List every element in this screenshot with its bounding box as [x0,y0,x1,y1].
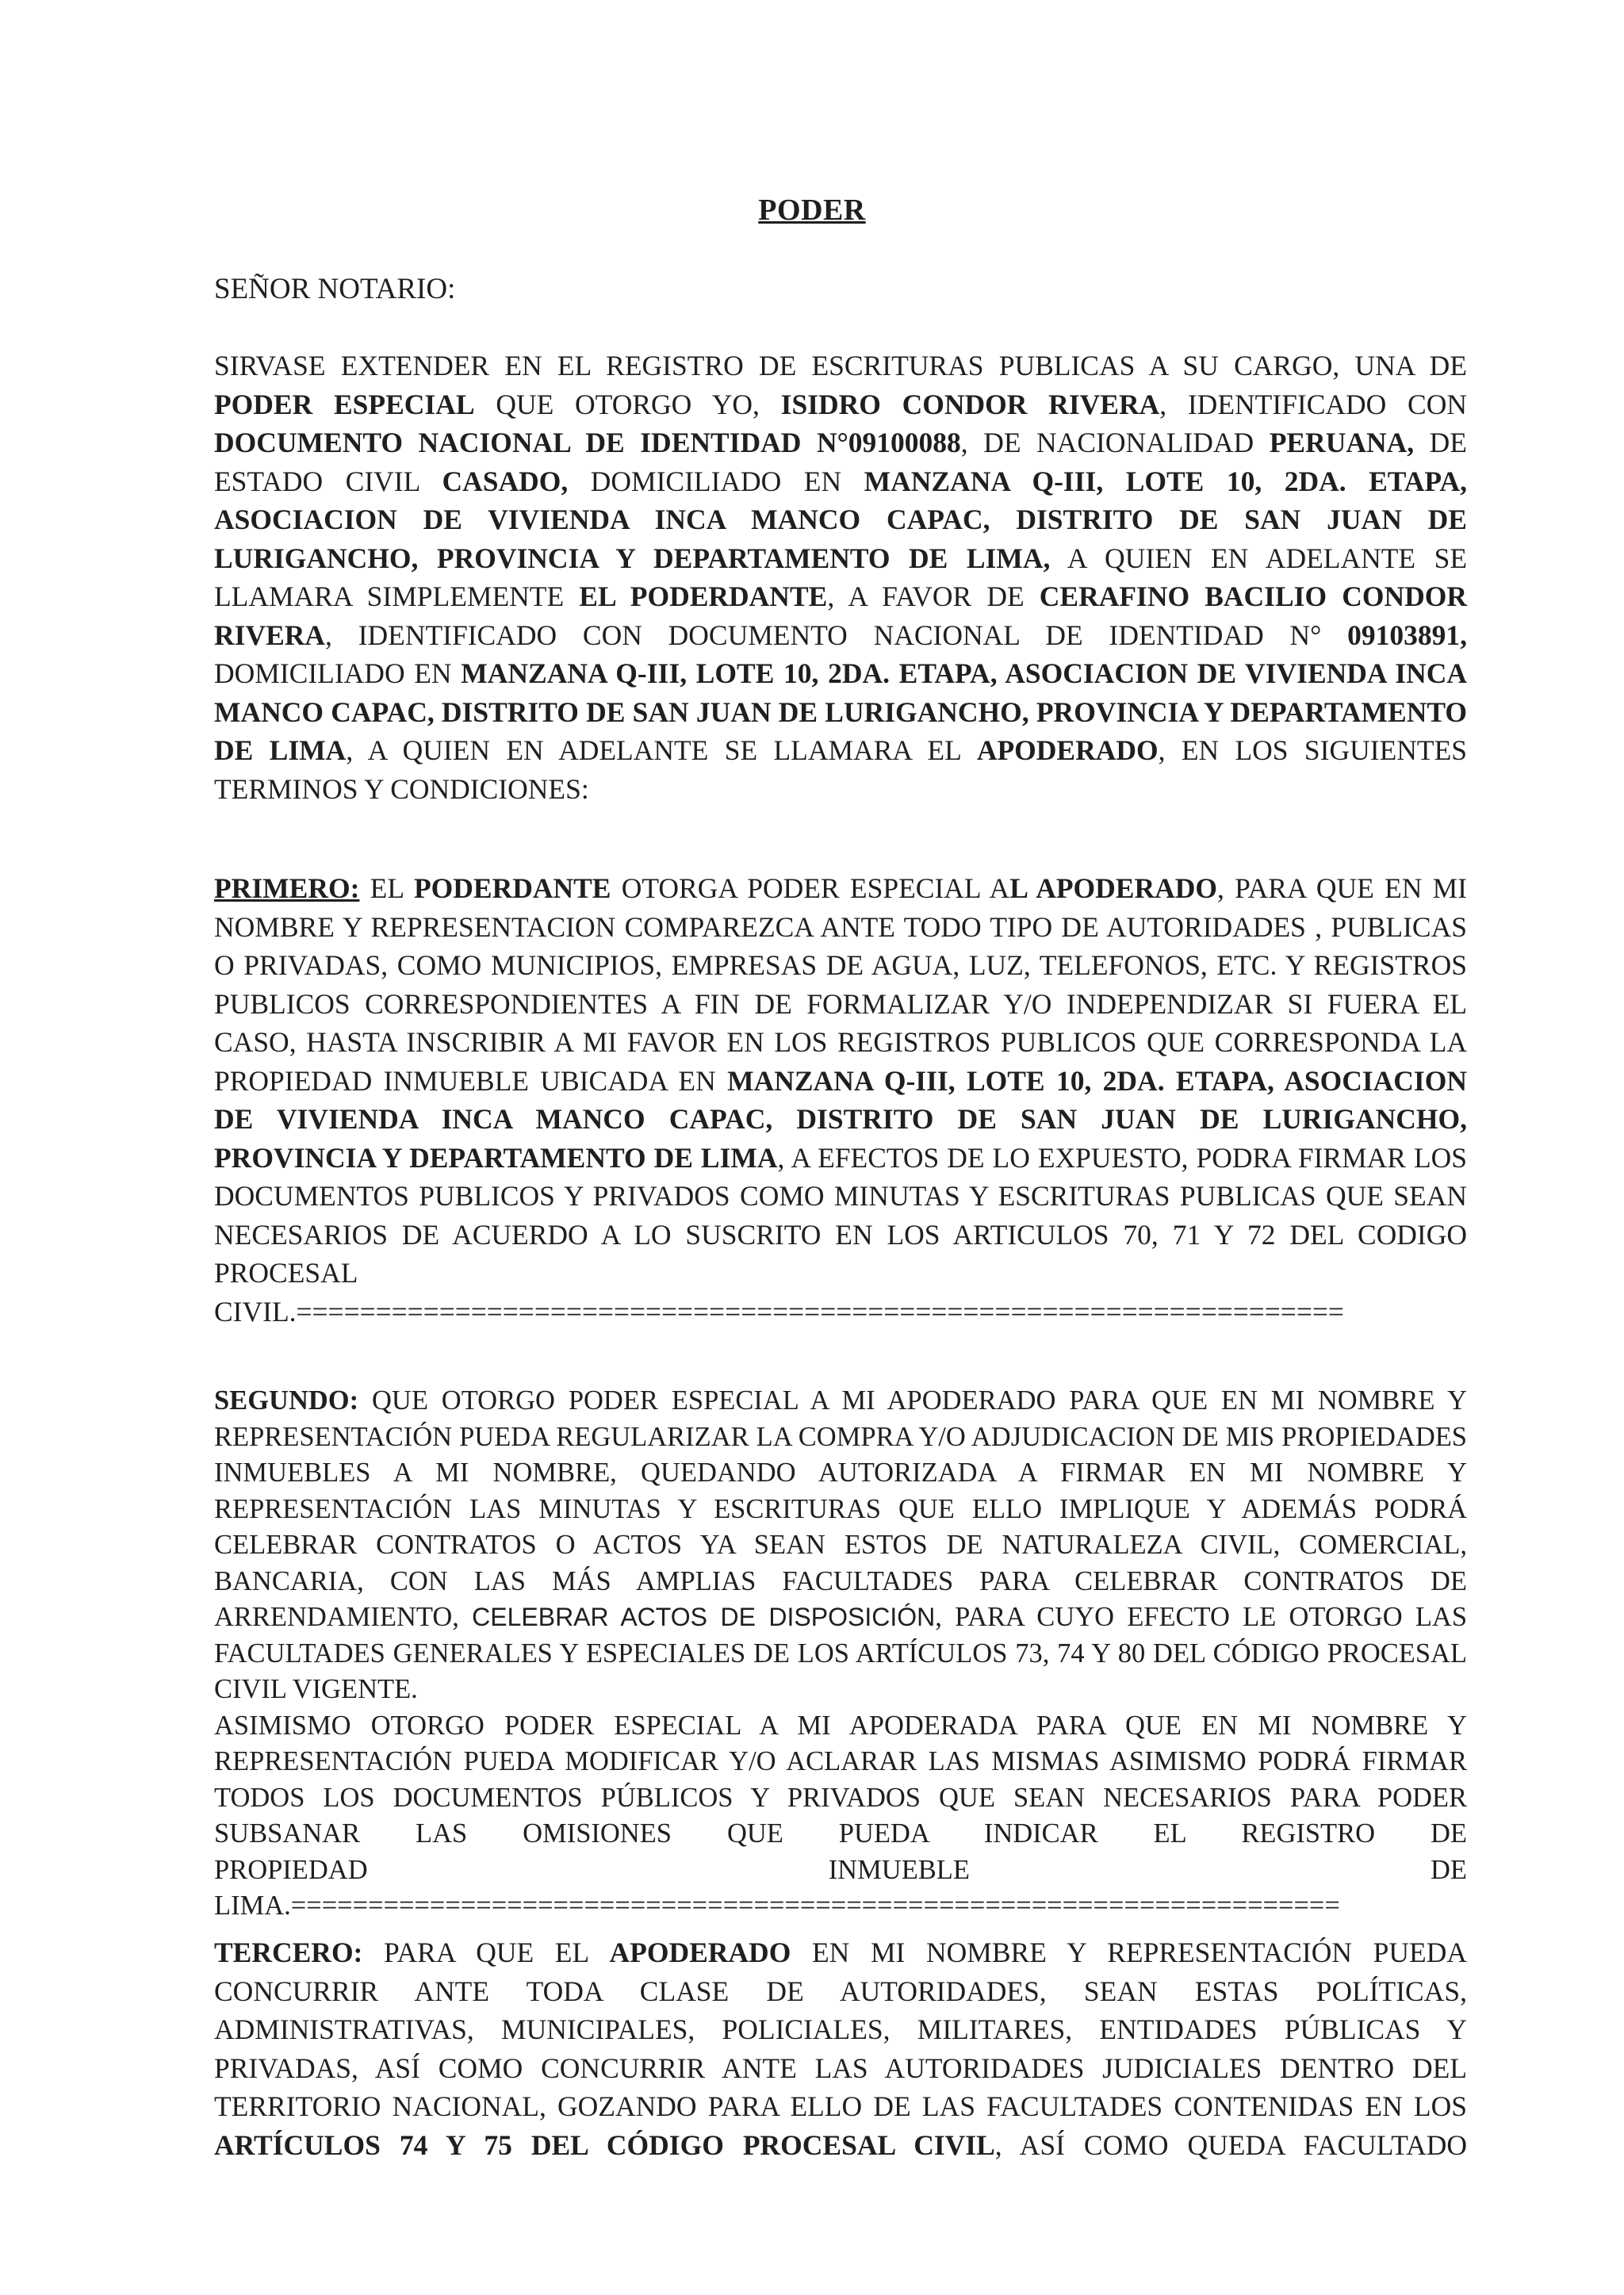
clause-text: QUE OTORGO PODER ESPECIAL A MI APODERADO PARA QUE EN MI NOMBRE Y REPRESENTACIÓN PUEDA REGULARIZAR LA COMPRA Y/O ADJUDICACION DE MIS PROPIEDADES INMUEBLES A MI NOMBRE, QUEDANDO AUTORIZADA A FIRMAR EN MI NOMBRE Y REPRESENTACIÓN LAS MINUTAS Y ESCRITURAS QUE ELLO IMPLIQUE Y ADEMÁS PODRÁ CELEBRAR CONTRATOS O ACTOS YA SEAN ESTOS DE NATURALEZA CIVIL, COMERCIAL, BANCARIA, CON LAS MÁS AMPLIAS FACULTADES PARA CELEBRAR CONTRATOS DE ARRENDAMIENTO, [214,1385,1467,1632]
intro-text: , IDENTIFICADO CON DOCUMENTO NACIONAL DE IDENTIDAD N° [325,619,1348,651]
clause-sans-text: CELEBRAR ACTOS DE DISPOSICIÓN [472,1603,936,1631]
clause-text: PROPIEDAD INMUEBLE DE [214,1854,1467,1885]
property-address: MANZANA Q-III, LOTE 10, 2DA. ETAPA, ASOCIACION DE VIVIENDA INCA MANCO CAPAC, DISTRITO DE SAN JUAN DE LURIGANCHO, PROVINCIA Y DEPARTAMENTO DE LIMA [214,1064,1468,1174]
attorney-id: 09103891, [1347,619,1467,651]
intro-text: , A FAVOR DE [827,580,1040,612]
clause-text: ASIMISMO OTORGO PODER ESPECIAL A MI APODERADA PARA QUE EN MI NOMBRE Y REPRESENTACIÓN PUEDA MODIFICAR Y/O ACLARAR LAS MISMAS ASIMISMO PODRÁ FIRMAR TODOS LOS DOCUMENTOS PÚBLICOS Y PRIVADOS QUE SEAN NECESARIOS PARA PODER SUBSANAR LAS OMISIONES QUE PUEDA INDICAR EL REGISTRO DE [214,1710,1467,1849]
clause-bold: L APODERADO [1009,872,1217,904]
intro-text: , A QUIEN EN ADELANTE SE LLAMARA EL [346,734,977,766]
clause-text: , PARA QUE EN MI NOMBRE Y REPRESENTACION COMPAREZCA ANTE TODO TIPO DE AUTORIDADES , PUBLICAS O PRIVADAS, COMO MUNICIPIOS, EMPRESAS DE AGUA, LUZ, TELEFONOS, ETC. Y REGISTROS PUBLICOS CORRESPONDIENTES A FIN DE FORMALIZAR Y/O INDEPENDIZAR SI FUERA EL CASO, HASTA INSCRIBIR A MI FAVOR EN LOS REGISTROS PUBLICOS QUE CORRESPONDA LA PROPIEDAD INMUEBLE UBICADA EN [214,872,1467,1097]
clause-heading: PRIMERO: [214,872,360,904]
clause-text: PARA QUE EL [362,1937,610,1968]
grantor-civil-status: CASADO, [442,465,569,497]
clause-end-line: CIVIL.================================================================== [214,1295,1344,1328]
grantor-name: ISIDRO CONDOR RIVERA [780,388,1160,420]
grantor-address: MANZANA Q-III, LOTE 10, 2DA. ETAPA, ASOCIACION DE VIVIENDA INCA MANCO CAPAC, DISTRITO DE SAN JUAN DE LURIGANCHO, PROVINCIA Y DEPARTAMENTO DE LIMA, [214,465,1467,574]
clause-heading: TERCERO: [214,1937,363,1968]
clause-end-line: LIMA.==================================================================== [214,1891,1340,1921]
attorney-name: CERAFINO BACILIO CONDOR RIVERA [214,580,1467,651]
intro-text: , IDENTIFICADO CON [1159,388,1468,420]
clause-bold: APODERADO [609,1937,791,1968]
clause-primero [214,869,1467,1331]
clause-tercero-body [214,1933,1467,2164]
intro-text: A QUIEN EN ADELANTE SE LLAMARA SIMPLEMENTE [214,542,1468,612]
intro-paragraph [214,347,1467,808]
intro-text: DE ESTADO CIVIL [214,427,1467,497]
clause-heading: SEGUNDO: [214,1385,359,1416]
salutation: SEÑOR NOTARIO: [214,273,456,305]
intro-text: DOMICILIADO EN [568,465,864,497]
clause-segundo-body [214,1383,1467,1708]
clause-segundo [214,1383,1467,1925]
intro-bold: PODER ESPECIAL [214,388,475,420]
clause-text: , A EFECTOS DE LO EXPUESTO, PODRA FIRMAR LOS DOCUMENTOS PUBLICOS Y PRIVADOS COMO MINUTAS Y ESCRITURAS PUBLICAS QUE SEAN NECESARIOS DE ACUERDO A LO SUSCRITO EN LOS ARTICULOS 70, 71 Y 72 DEL CODIGO PROCESAL [214,1141,1468,1289]
clause-bold: ARTÍCULOS 74 Y 75 DEL CÓDIGO PROCESAL CIVIL [214,2128,995,2161]
clause-text: , ASÍ COMO QUEDA FACULTADO [994,2128,1467,2161]
intro-text: , DE NACIONALIDAD [960,427,1270,458]
attorney-address: MANZANA Q-III, LOTE 10, 2DA. ETAPA, ASOCIACION DE VIVIENDA INCA MANCO CAPAC, DISTRITO DE SAN JUAN DE LURIGANCHO, PROVINCIA Y DEPARTAMENTO DE LIMA [214,657,1467,766]
intro-text: DOMICILIADO EN [214,657,462,689]
clause-text: EN MI NOMBRE Y REPRESENTACIÓN PUEDA CONCURRIR ANTE TODA CLASE DE AUTORIDADES, SEAN ESTAS POLÍTICAS, ADMINISTRATIVAS, MUNICIPALES, POLICIALES, MILITARES, ENTIDADES PÚBLICAS Y PRIVADAS, ASÍ COMO CONCURRIR ANTE LAS AUTORIDADES JUDICIALES DENTRO DEL TERRITORIO NACIONAL, GOZANDO PARA ELLO DE LAS FACULTADES CONTENIDAS EN LOS [214,1937,1467,2122]
clause-bold: PODERDANTE [413,872,611,904]
clause-primero-body [214,869,1467,1293]
clause-text: EL [359,872,414,904]
intro-text: SIRVASE EXTENDER EN EL REGISTRO DE ESCRITURAS PUBLICAS A SU CARGO, UNA DE [214,350,1467,381]
clause-text: , PARA CUYO EFECTO LE OTORGO LAS FACULTADES GENERALES Y ESPECIALES DE LOS ARTÍCULOS 73, 74 Y 80 DEL CÓDIGO PROCESAL CIVIL VIGENTE. [214,1602,1468,1704]
poderdante-label: EL PODERDANTE [579,580,828,612]
grantor-nationality: PERUANA, [1269,427,1415,458]
clause-text: OTORGA PODER ESPECIAL A [611,872,1010,904]
grantor-id: DOCUMENTO NACIONAL DE IDENTIDAD N°09100088 [214,427,961,458]
clause-tercero [214,1933,1467,2164]
intro-text: QUE OTORGO YO, [474,388,781,420]
document-title: PODER [758,193,866,227]
apoderado-label: APODERADO [976,734,1159,766]
intro-text: , EN LOS SIGUIENTES TERMINOS Y CONDICIONES: [214,734,1467,805]
